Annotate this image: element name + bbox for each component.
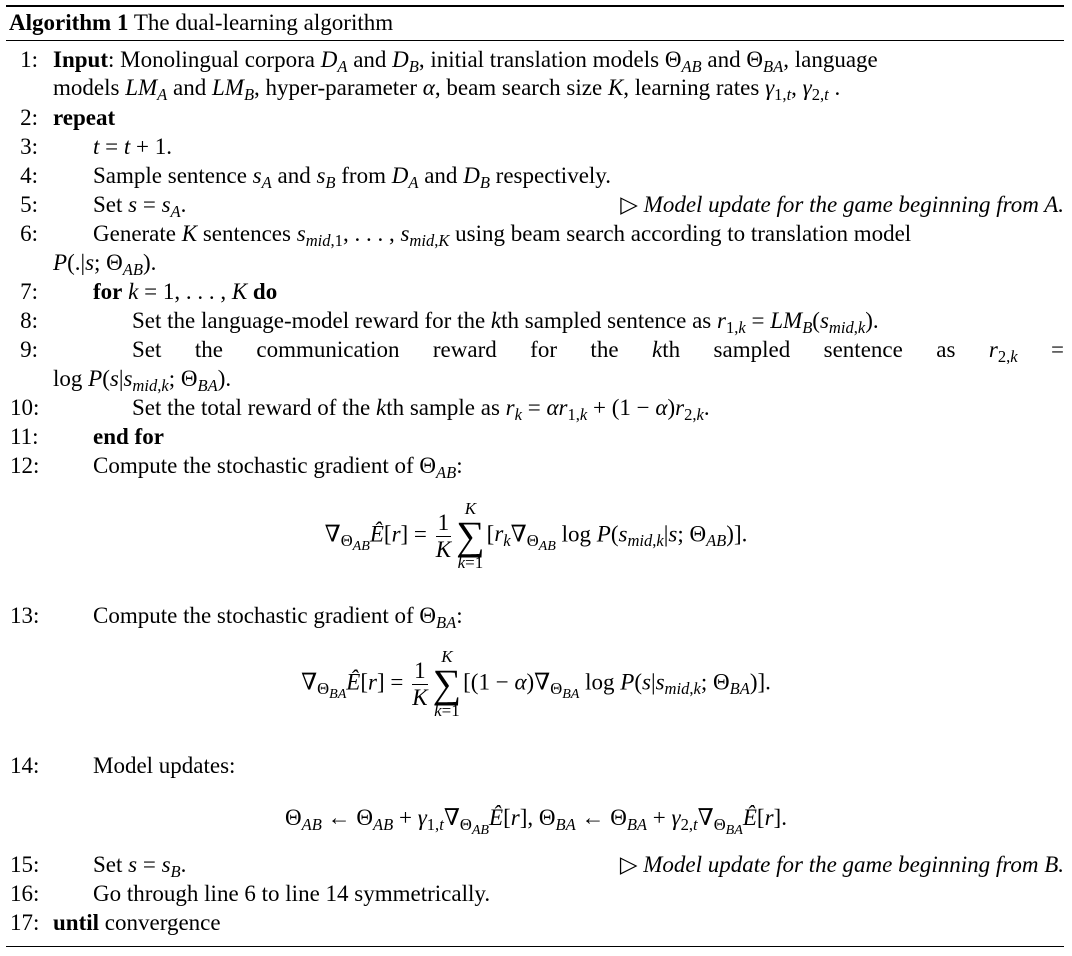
fraction: $\frac{1}{K}$	[435, 509, 452, 562]
line-text: , beam search size	[434, 75, 608, 100]
line-13-text: Compute the stochastic gradient of $\Theta_{BA}$:	[93, 603, 463, 632]
line-text: Sample sentence	[93, 163, 253, 188]
line-number: 13:	[10, 603, 40, 628]
line-text: and	[167, 75, 212, 100]
line-8-text: Set the language-model reward for the kth sampled sentence as $r_{1,k} = LM_B(s_{mid,k})$.	[132, 308, 879, 337]
line-text: : Monolingual corpora	[107, 47, 321, 72]
line-text: th sampled sentence as	[501, 308, 718, 333]
line-text: , initial translation models	[418, 47, 665, 72]
line-text: th sample as	[386, 395, 506, 420]
line-text: and	[271, 163, 317, 188]
algorithm-top-rule	[6, 5, 1064, 7]
line-6-continued: P(.|s; $\Theta_{AB}$).	[53, 250, 157, 279]
line-text: models	[53, 75, 126, 100]
line-text: convergence	[99, 910, 221, 935]
line-text: and	[701, 47, 747, 72]
line-text: , learning rates	[623, 75, 766, 100]
line-text: Generate	[93, 221, 182, 246]
line-2-text	[53, 104, 1064, 132]
keyword-input: Input	[53, 47, 108, 72]
line-text: Compute the stochastic gradient of	[93, 603, 420, 628]
line-9-text: Set the communication reward for the kth sampled sentence as $r_{2,k}$ =	[132, 337, 1064, 364]
line-text: Compute the stochastic gradient of	[93, 453, 420, 478]
line-text: , language	[783, 47, 878, 72]
line-text: Set the language-model reward for the	[132, 308, 491, 333]
line-number: 2:	[20, 105, 38, 130]
line-text: Model updates:	[93, 753, 236, 778]
algorithm-title: The dual-learning algorithm	[133, 10, 394, 35]
line-17-text	[53, 909, 1064, 937]
line-1-continued: models $LM_A$ and $LM_B$, hyper-parameter α, beam search size K, learning rates $\gamma_{1,t}$, $\gamma_{2,t}$ .	[53, 75, 841, 104]
line-number: 9:	[20, 337, 38, 362]
line-number: 14:	[10, 753, 40, 778]
keyword-repeat: repeat	[53, 105, 116, 130]
line-number: 7:	[20, 279, 38, 304]
algorithm-caption	[9, 9, 393, 37]
line-10-text: Set the total reward of the kth sample as $r_k = \alpha r_{1,k} + (1 - \alpha)r_{2,k}$.	[132, 395, 710, 424]
line-14-text	[93, 752, 1064, 780]
line-number: 12:	[10, 453, 40, 478]
line-text: Set	[93, 852, 129, 877]
equation-gradient-ba: $\nabla_{\Theta_{BA}}Ê[r]$ = $\frac{1}{K}$ K ∑ k=1 [$(1 - \alpha)\nabla_{\Theta_{BA}}$ $\log P(s|s_{mid,k}$; $\Theta_{BA}$)].	[301, 647, 771, 720]
line-text: respectively.	[489, 163, 612, 188]
line-number: 1:	[20, 47, 38, 72]
summation-symbol: K ∑ k=1	[432, 647, 462, 720]
equation-model-updates: $\Theta_{AB}$ ← $\Theta_{AB}$ + $\gamma_{1,t}\nabla_{\Theta_{AB}}Ê[r]$, $\Theta_{BA}$ ← $\Theta_{BA}$ + $\gamma_{2,t}\nabla_{\Theta_{BA}}Ê[r]$.	[285, 805, 787, 839]
line-text: Set the communication reward for the	[132, 337, 619, 362]
line-5-text: Set $s = s_A$.	[93, 192, 187, 221]
line-4-text: Sample sentence $s_A$ and $s_B$ from $D_A$ and $D_B$ respectively.	[93, 163, 612, 192]
line-12-text: Compute the stochastic gradient of $\Theta_{AB}$:	[93, 453, 463, 482]
line-text: using beam search according to translation model	[449, 221, 912, 246]
line-9-continued: $\log P(s|s_{mid,k}$; $\Theta_{BA}$).	[53, 366, 232, 395]
keyword-end-for: end for	[93, 424, 164, 449]
line-number: 4:	[20, 163, 38, 188]
fraction: $\frac{1}{K}$	[412, 657, 428, 710]
line-number: 16:	[10, 881, 40, 906]
line-1-text: Input: Monolingual corpora $D_A$ and $D_B$, initial translation models $\Theta_{AB}$ and $\Theta_{BA}$, language	[53, 47, 878, 76]
line-number: 3:	[20, 134, 38, 159]
line-text: and	[418, 163, 464, 188]
algorithm-caption-rule	[6, 40, 1064, 41]
keyword-for: for	[93, 279, 123, 304]
line-number: 8:	[20, 308, 38, 333]
equation-gradient-ab: $\nabla_{\Theta_{AB}}Ê[r]$ = $\frac{1}{K}$ K ∑ k=1 [$r_k\nabla_{\Theta_{AB}}$ $\log P(s_{mid,k}|s$; $\Theta_{AB}$)].	[324, 499, 748, 572]
line-11-text	[93, 423, 1064, 451]
line-text: from	[335, 163, 392, 188]
line-number: 10:	[10, 395, 40, 420]
line-7-text: for k = 1, . . . , K do	[93, 279, 278, 304]
line-text: Set the total reward of the	[132, 395, 376, 420]
line-number: 6:	[20, 221, 38, 246]
line-15-text: Set $s = s_B$.	[93, 852, 187, 881]
line-number: 5:	[20, 192, 38, 217]
line-16-text	[93, 880, 1064, 908]
comment-game-b: ▷ Model update for the game beginning from B.	[619, 852, 1064, 877]
line-text: sentences	[197, 221, 297, 246]
line-text: Set	[93, 192, 129, 217]
algorithm-label: Algorithm 1	[9, 10, 129, 35]
line-text: and	[347, 47, 393, 72]
line-number: 17:	[10, 910, 40, 935]
line-text: th sampled sentence as	[662, 337, 956, 362]
comment-game-a: ▷ Model update for the game beginning from A.	[620, 192, 1064, 217]
line-3-text: t = t + 1.	[93, 134, 172, 159]
algorithm-bottom-rule	[6, 946, 1064, 947]
keyword-until: until	[53, 910, 100, 935]
line-text: , hyper-parameter	[254, 75, 423, 100]
line-number: 15:	[10, 852, 40, 877]
summation-symbol: K ∑ k=1	[456, 499, 485, 572]
line-text: Go through line 6 to line 14 symmetrically.	[93, 881, 491, 906]
line-6-text: Generate K sentences $s_{mid,1}$, . . . , $s_{mid,K}$ using beam search according to translation model	[93, 221, 912, 250]
keyword-do: do	[252, 279, 278, 304]
line-number: 11:	[10, 424, 39, 449]
